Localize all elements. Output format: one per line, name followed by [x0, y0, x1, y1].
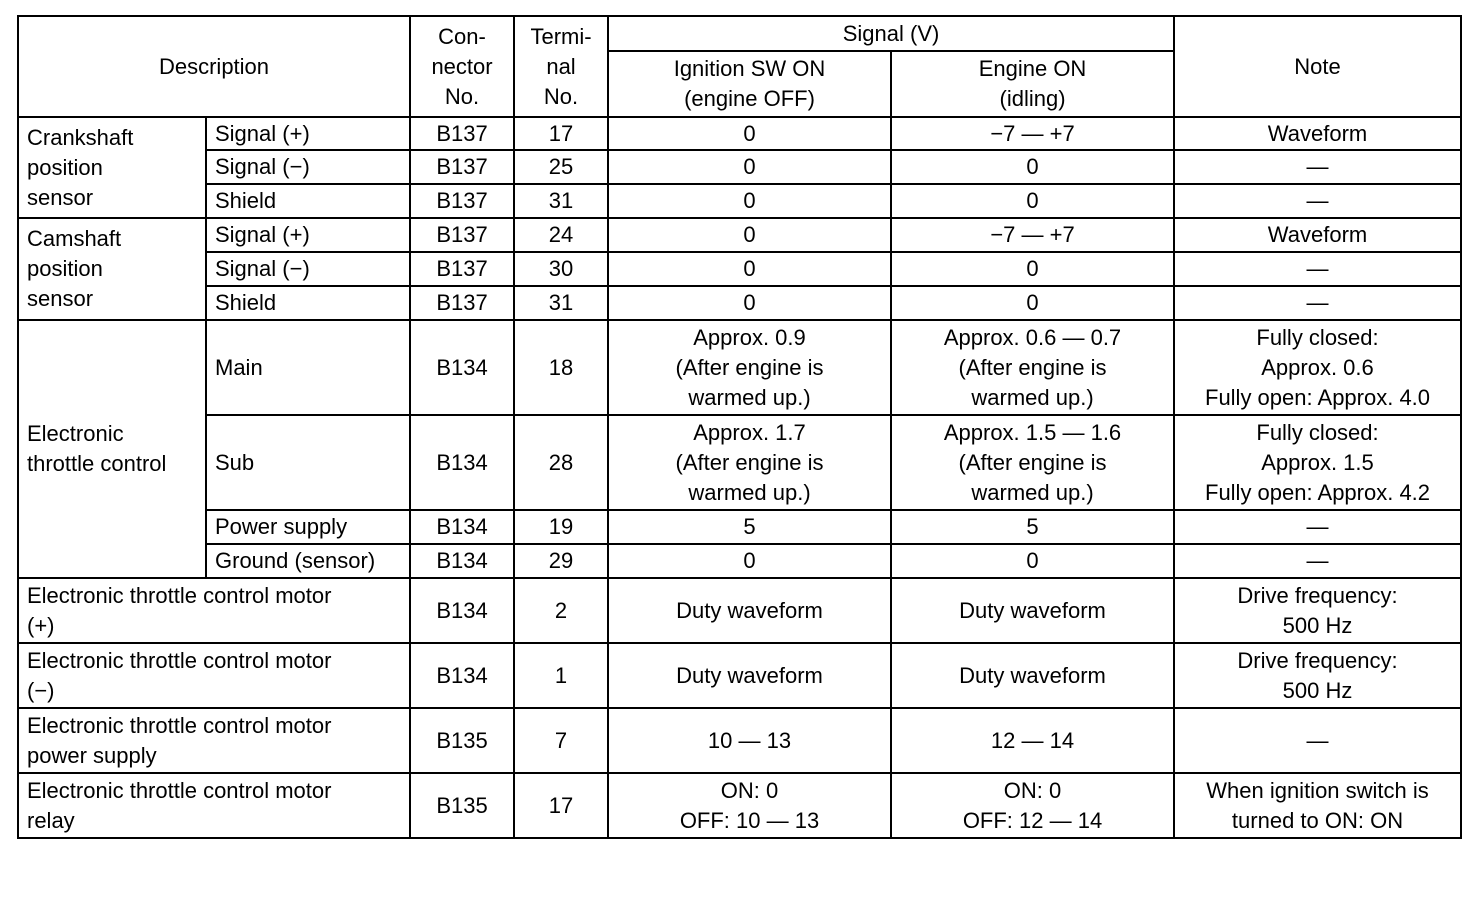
note: —: [1174, 544, 1461, 578]
signal-ignition-on: 10 — 13: [608, 708, 891, 773]
terminal-no: 17: [514, 773, 608, 838]
sub-description: Shield: [206, 286, 410, 320]
note: —: [1174, 252, 1461, 286]
sub-description: Main: [206, 320, 410, 415]
table-row: [18, 150, 1461, 184]
note: —: [1174, 184, 1461, 218]
table-row: [18, 252, 1461, 286]
note: Waveform: [1174, 218, 1461, 252]
group-camshaft: Camshaft position sensor: [18, 218, 206, 320]
signal-table: [17, 15, 1462, 839]
connector-no: B137: [410, 117, 514, 150]
connector-no: B135: [410, 773, 514, 838]
note: Waveform: [1174, 117, 1461, 150]
table-row: [18, 578, 1461, 643]
header-note: Note: [1174, 16, 1461, 117]
terminal-no: 17: [514, 117, 608, 150]
signal-engine-on: Approx. 1.5 — 1.6 (After engine is warmed up.): [891, 415, 1174, 510]
signal-ignition-on: 0: [608, 286, 891, 320]
signal-ignition-on: Duty waveform: [608, 578, 891, 643]
sub-description: Signal (+): [206, 218, 410, 252]
table-row: [18, 510, 1461, 544]
signal-engine-on: 0: [891, 286, 1174, 320]
signal-engine-on: 0: [891, 252, 1174, 286]
note: —: [1174, 708, 1461, 773]
signal-ignition-on: Approx. 1.7 (After engine is warmed up.): [608, 415, 891, 510]
header-signal: Signal (V): [608, 16, 1174, 51]
signal-ignition-on: Duty waveform: [608, 643, 891, 708]
connector-no: B134: [410, 643, 514, 708]
signal-engine-on: 0: [891, 184, 1174, 218]
signal-ignition-on: 0: [608, 218, 891, 252]
signal-engine-on: 5: [891, 510, 1174, 544]
terminal-no: 31: [514, 184, 608, 218]
signal-ignition-on: 0: [608, 117, 891, 150]
signal-ignition-on: ON: 0 OFF: 10 — 13: [608, 773, 891, 838]
sub-description: Shield: [206, 184, 410, 218]
connector-no: B137: [410, 218, 514, 252]
terminal-no: 30: [514, 252, 608, 286]
signal-engine-on: 0: [891, 150, 1174, 184]
note: Fully closed: Approx. 1.5 Fully open: Approx. 4.2: [1174, 415, 1461, 510]
note: —: [1174, 286, 1461, 320]
description: Electronic throttle control motor power supply: [18, 708, 410, 773]
connector-no: B134: [410, 578, 514, 643]
header-engine-on: Engine ON (idling): [891, 51, 1174, 117]
connector-no: B134: [410, 510, 514, 544]
sub-description: Power supply: [206, 510, 410, 544]
signal-engine-on: Duty waveform: [891, 643, 1174, 708]
terminal-no: 1: [514, 643, 608, 708]
table-row: [18, 286, 1461, 320]
group-electronic-throttle: Electronic throttle control: [18, 320, 206, 578]
group-crankshaft: Crankshaft position sensor: [18, 117, 206, 218]
note: When ignition switch is turned to ON: ON: [1174, 773, 1461, 838]
table-row: [18, 117, 1461, 150]
table-row: [18, 218, 1461, 252]
terminal-no: 2: [514, 578, 608, 643]
table-row: [18, 773, 1461, 838]
description: Electronic throttle control motor (−): [18, 643, 410, 708]
note: Drive frequency: 500 Hz: [1174, 578, 1461, 643]
connector-no: B137: [410, 252, 514, 286]
connector-no: B135: [410, 708, 514, 773]
header-terminal: Termi- nal No.: [514, 16, 608, 117]
terminal-no: 29: [514, 544, 608, 578]
signal-ignition-on: 0: [608, 184, 891, 218]
signal-engine-on: 12 — 14: [891, 708, 1174, 773]
connector-no: B137: [410, 150, 514, 184]
connector-no: B134: [410, 544, 514, 578]
header-ignition-on: Ignition SW ON (engine OFF): [608, 51, 891, 117]
connector-no: B137: [410, 286, 514, 320]
table-row: [18, 708, 1461, 773]
header-row-1: [18, 16, 1461, 51]
sub-description: Signal (+): [206, 117, 410, 150]
table-row: [18, 184, 1461, 218]
signal-ignition-on: 0: [608, 150, 891, 184]
terminal-no: 31: [514, 286, 608, 320]
terminal-no: 18: [514, 320, 608, 415]
description: Electronic throttle control motor (+): [18, 578, 410, 643]
table-row: [18, 544, 1461, 578]
sub-description: Ground (sensor): [206, 544, 410, 578]
connector-no: B134: [410, 415, 514, 510]
note: —: [1174, 510, 1461, 544]
terminal-no: 28: [514, 415, 608, 510]
terminal-no: 7: [514, 708, 608, 773]
sub-description: Signal (−): [206, 150, 410, 184]
signal-engine-on: −7 — +7: [891, 218, 1174, 252]
description: Electronic throttle control motor relay: [18, 773, 410, 838]
connector-no: B134: [410, 320, 514, 415]
signal-engine-on: −7 — +7: [891, 117, 1174, 150]
header-description: Description: [18, 16, 410, 117]
sub-description: Sub: [206, 415, 410, 510]
header-connector: Con- nector No.: [410, 16, 514, 117]
connector-no: B137: [410, 184, 514, 218]
signal-engine-on: ON: 0 OFF: 12 — 14: [891, 773, 1174, 838]
note: Drive frequency: 500 Hz: [1174, 643, 1461, 708]
table-row: [18, 643, 1461, 708]
terminal-no: 25: [514, 150, 608, 184]
note: Fully closed: Approx. 0.6 Fully open: Approx. 4.0: [1174, 320, 1461, 415]
signal-ignition-on: 5: [608, 510, 891, 544]
note: —: [1174, 150, 1461, 184]
table-row: [18, 320, 1461, 415]
signal-engine-on: 0: [891, 544, 1174, 578]
signal-engine-on: Approx. 0.6 — 0.7 (After engine is warmed up.): [891, 320, 1174, 415]
terminal-no: 24: [514, 218, 608, 252]
sub-description: Signal (−): [206, 252, 410, 286]
signal-ignition-on: 0: [608, 544, 891, 578]
table-row: [18, 415, 1461, 510]
terminal-no: 19: [514, 510, 608, 544]
signal-ignition-on: Approx. 0.9 (After engine is warmed up.): [608, 320, 891, 415]
signal-engine-on: Duty waveform: [891, 578, 1174, 643]
signal-ignition-on: 0: [608, 252, 891, 286]
